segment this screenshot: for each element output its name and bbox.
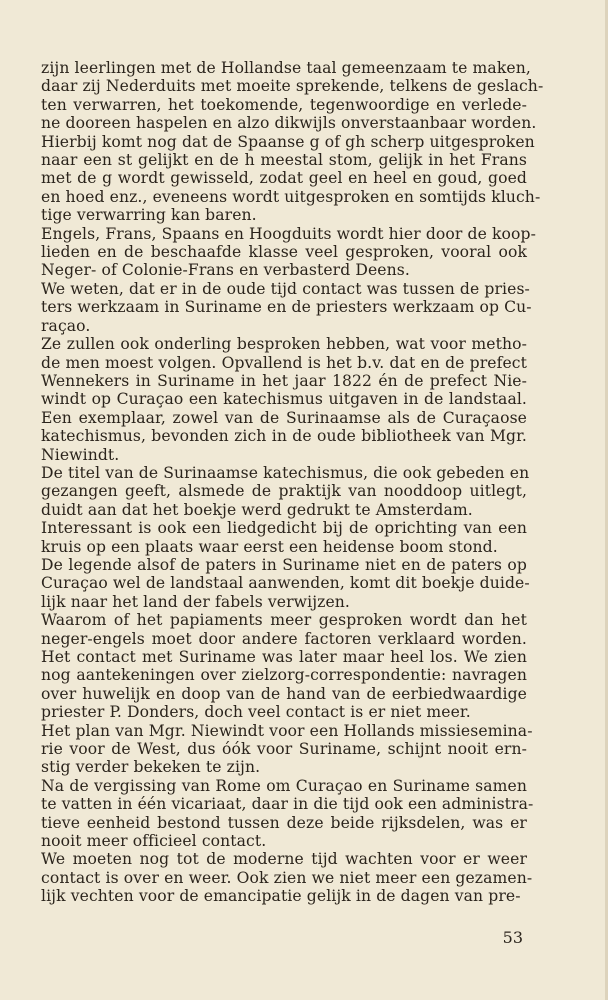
text-line: Curaçao wel de landstaal aanwenden, komt dit boekje duide- (41, 574, 530, 593)
text-line: daar zij Nederduits met moeite sprekende, telkens de geslach- (41, 77, 544, 96)
text-line: lijk vechten voor de emancipatie gelijk in de dagen van pre- (41, 887, 521, 906)
text-line: rie voor de West, dus óók voor Suriname, schijnt nooit ern- (41, 740, 527, 759)
text-line: Het contact met Suriname was later maar heel los. We zien (41, 648, 527, 666)
text-line: Interessant is ook een liedgedicht bij de oprichting van een (41, 519, 527, 538)
text-line: Na de vergissing van Rome om Curaçao en Suriname samen (41, 776, 527, 795)
paragraph (41, 279, 532, 335)
paragraph (41, 335, 527, 464)
text-line: zijn leerlingen met de Hollandse taal gemeenzaam te maken, (41, 59, 531, 77)
text-line: We weten, dat er in de oude tijd contact was tussen de pries- (41, 279, 530, 298)
text-line: duidt aan dat het boekje werd gedrukt te Amsterdam. (41, 500, 473, 519)
paragraph (41, 555, 530, 611)
text-line: Ze zullen ook onderling besproken hebben, wat voor metho- (41, 335, 527, 354)
text-line: lieden en de beschaafde klasse veel gesproken, vooral ook (41, 243, 527, 262)
text-line: windt op Curaçao een katechismus uitgaven in de landstaal. (41, 390, 527, 409)
text-line: raçao. (41, 316, 91, 335)
text-line: tige verwarring kan baren. (41, 206, 257, 225)
text-line: ten verwarren, het toekomende, tegenwoordige en verlede- (41, 95, 527, 114)
text-line: Hierbij komt nog dat de Spaanse g of gh scherp uitgesproken (41, 132, 535, 151)
text-line: nog aantekeningen over zielzorg-correspondentie: navragen (41, 666, 527, 685)
text-line: tieve eenheid bestond tussen deze beide rijksdelen, was er (41, 813, 527, 832)
text-line: naar een st gelijkt en de h meestal stom, gelijk in het Frans (41, 151, 527, 170)
text-line: lijk naar het land der fabels verwijzen. (41, 592, 350, 611)
text-line: Engels, Frans, Spaans en Hoogduits wordt hier door de koop- (41, 224, 536, 243)
text-line: nooit meer officieel contact. (41, 832, 267, 851)
text-line: katechismus, bevonden zich in de oude bibliotheek van Mgr. (41, 427, 527, 446)
paragraph (41, 611, 527, 721)
paragraph (41, 776, 534, 851)
text-line: de men moest volgen. Opvallend is het b.v. dat en de prefect (41, 353, 527, 372)
text-line: We moeten nog tot de moderne tijd wachten voor er weer (41, 850, 527, 869)
paragraph (41, 721, 533, 777)
text-line: Waarom of het papiaments meer gesproken wordt dan het (41, 611, 527, 630)
paragraph (41, 59, 544, 225)
text-line: met de g wordt gewisseld, zodat geel en heel en goud, goed (41, 169, 527, 188)
text-line: De legende alsof de paters in Suriname niet en de paters op (41, 555, 527, 574)
text-line: gezangen geeft, alsmede de praktijk van nooddoop uitlegt, (41, 482, 527, 501)
text-line: contact is over en weer. Ook zien we niet meer een gezamen- (41, 868, 533, 887)
text-line: over huwelijk en doop van de hand van de eerbiedwaardige (41, 684, 527, 703)
text-line: Wennekers in Suriname in het jaar 1822 én de prefect Nie- (41, 371, 527, 390)
text-line: neger-engels moet door andere factoren verklaard worden. (41, 629, 527, 648)
text-line: ne dooreen haspelen en alzo dikwijls onverstaanbaar worden. (41, 114, 537, 133)
text-line: Niewindt. (41, 445, 120, 464)
text-line: kruis op een plaats waar eerst een heidense boom stond. (41, 537, 498, 556)
paragraph (41, 519, 527, 556)
text-line: Neger- of Colonie-Frans en verbasterd Deens. (41, 261, 410, 280)
text-line: en hoed enz., eveneens wordt uitgesproken en somtijds kluch- (41, 187, 541, 206)
text-line: stig verder bekeken te zijn. (41, 758, 261, 777)
text-line: ters werkzaam in Suriname en de priesters werkzaam op Cu- (41, 298, 532, 317)
text-line: Een exemplaar, zowel van de Surinaamse als de Curaçaose (41, 408, 527, 427)
body-text (41, 59, 544, 906)
text-line: te vatten in één vicariaat, daar in die tijd ook een admini̇stra- (41, 795, 534, 814)
page-number: 53 (502, 928, 523, 947)
paragraph (41, 463, 530, 519)
paragraph (41, 850, 533, 906)
paragraph (41, 224, 536, 280)
text-line: De titel van de Surinaamse katechismus, die ook gebeden en (41, 463, 530, 482)
text-line: priester P. Donders, doch veel contact is er niet meer. (41, 703, 471, 722)
text-line: Het plan van Mgr. Niewindt voor een Hollands missieseminа- (41, 721, 533, 740)
